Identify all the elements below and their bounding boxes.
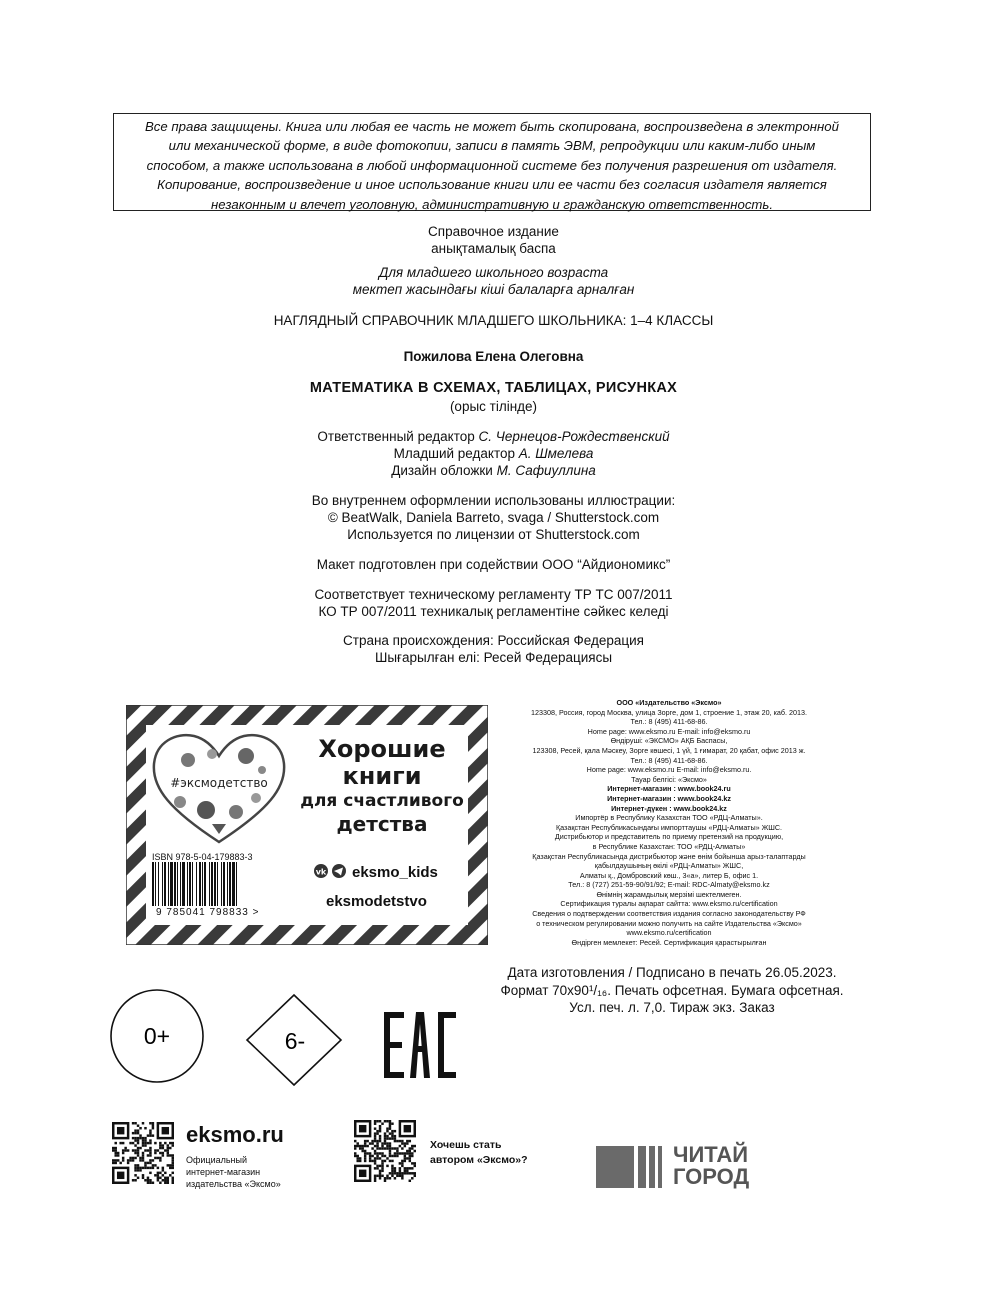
publisher-line: Интернет-магазин : www.book24.kz: [607, 793, 731, 803]
regulation-line: Соответствует техническому регламенту ТР ТС 007/2011: [314, 587, 673, 602]
audience-kz: мектеп жасындағы кіші балаларға арналған: [352, 282, 635, 297]
author-call: [430, 1138, 528, 1168]
rights-line: Копирование, воспроизведение и иное использование книги или ее части без согласия издателя является: [157, 177, 827, 193]
rights-line: или механической форме, в виде фотокопии, записи в память ЭВМ, репродукции или каким-либо иным: [168, 138, 816, 154]
chitai-gorod-logo: [673, 1144, 749, 1188]
print-line: Дата изготовления / Подписано в печать 26.05.2023.: [507, 965, 837, 980]
isbn-label: ISBN 978-5-04-179883-3: [152, 852, 253, 862]
rights-line: способом, а также использована в любой информационной системе без получения разрешения от издателя.: [146, 157, 838, 173]
origin-line: Страна происхождения: Российская Федерация: [343, 633, 644, 648]
author-name: Пожилова Елена Олеговна: [403, 349, 584, 364]
publisher-line: Қазақстан Республикасында дистрибьютор және өнім бойынша арыз-талаптарды: [532, 851, 806, 861]
publisher-line: Интернет-дүкен : www.book24.kz: [611, 803, 727, 813]
social-link[interactable]: [314, 864, 438, 881]
publisher-line: Өндіруші: «ЭКСМО» АҚБ Баспасы,: [610, 736, 728, 746]
eac-mark: [380, 1010, 460, 1080]
publisher-line: в Республике Казахстан: ТОО «РДЦ-Алматы»: [592, 841, 746, 851]
chitai-logo-line: ГОРОД: [673, 1164, 750, 1189]
isbn-barcode: [150, 862, 292, 908]
slogan-line: для счастливого: [300, 791, 464, 811]
slogan-line: Хорошие: [318, 735, 446, 763]
publisher-line: Сведения о подтверждении соответствия издания согласно законодательству РФ: [532, 909, 806, 919]
slogan-line: книги: [342, 762, 422, 790]
publisher-line: www.eksmo.ru/certification: [626, 928, 712, 938]
chitai-gorod-book-icon: [596, 1146, 668, 1188]
edition-type-ru: Справочное издание: [428, 224, 559, 239]
print-line: Формат 70x90¹/₁₆. Печать офсетная. Бумага офсетная.: [500, 982, 844, 998]
print-line: Усл. печ. л. 7,0. Тираж экз. Заказ: [569, 1000, 775, 1015]
heart-tag: #эксмодетство: [170, 776, 268, 790]
credit-name: М. Сафиуллина: [496, 463, 596, 478]
book-title: МАТЕМАТИКА В СХЕМАХ, ТАБЛИЦАХ, РИСУНКАХ: [309, 380, 678, 396]
print-info: [472, 964, 872, 1017]
publisher-line: Сертификация туралы ақпарат сайтта: www.eksmo.ru/certification: [560, 899, 778, 909]
publisher-line: Дистрибьютор и представитель по приему претензий на продукцию,: [554, 832, 784, 842]
publisher-info: [510, 698, 828, 947]
promo-slogan: [292, 736, 472, 836]
publisher-line: Тел.: 8 (495) 411-68-86.: [630, 755, 708, 765]
author-qr-code[interactable]: [354, 1120, 416, 1182]
author-call-line: Хочешь стать: [430, 1139, 502, 1151]
publisher-line: Home page: www.eksmo.ru E-mail: info@eksmo.ru.: [586, 765, 752, 775]
slogan-line: детства: [336, 812, 428, 836]
age-rating-mark: [108, 987, 206, 1085]
publisher-line: Тел.: 8 (727) 251-59-90/91/92; E-mail: RDC-Almaty@eksmo.kz: [568, 880, 770, 890]
publisher-line: Тауар белгісі: «Эксмо»: [631, 774, 707, 784]
publisher-line: Home page: www.eksmo.ru E-mail: info@eksmo.ru: [587, 726, 751, 736]
series-title: НАГЛЯДНЫЙ СПРАВОЧНИК МЛАДШЕГО ШКОЛЬНИКА: 1–4 КЛАССЫ: [273, 313, 714, 328]
illustrations-line: Во внутреннем оформлении использованы иллюстрации:: [311, 493, 676, 508]
language-note: (орыс тілінде): [449, 399, 538, 414]
publisher-line: Алматы қ., Домбровский көш., 3«а», литер Б, офис 1.: [579, 870, 759, 880]
publisher-line: Тел.: 8 (495) 411-68-86.: [630, 717, 708, 727]
origin-line: Шығарылған елі: Ресей Федерациясы: [374, 650, 613, 665]
publisher-line: Өндірген мемлекет: Ресей. Сертификация қарастырылған: [571, 937, 767, 947]
barcode-number: 9 785041 798833 >: [156, 907, 260, 918]
author-call-line: автором «Эксмо»?: [430, 1154, 528, 1166]
chitai-logo-line: ЧИТАЙ: [673, 1142, 749, 1167]
regulation-line: КО ТР 007/2011 техникалық регламентіне сәйкес келеді: [318, 604, 669, 619]
audience-ru: Для младшего школьного возраста: [378, 265, 609, 280]
rights-line: Все права защищены. Книга или любая ее часть не может быть скопирована, воспроизведена в электронной: [145, 119, 839, 134]
publisher-line: 123308, Россия, город Москва, улица Зорге, дом 1, строение 1, этаж 20, каб. 2013.: [531, 707, 807, 717]
credit-name: С. Чернецов-Рождественский: [478, 429, 670, 444]
eksmo-qr-code[interactable]: [112, 1122, 174, 1184]
social-handle: eksmo_kids: [352, 864, 438, 881]
illustrations-note: [0, 492, 987, 543]
credit-role: Младший редактор: [393, 446, 519, 461]
illustrations-line: © BeatWalk, Daniela Barreto, svaga / Shutterstock.com: [327, 510, 660, 525]
publisher-line: Өнімнің жарамдылық мерзімі шектелмеген.: [596, 889, 742, 899]
credit-line: [0, 428, 987, 445]
rights-line: незаконным и влечет уголовную, административную и гражданскую ответственность.: [210, 196, 774, 212]
edition-type-kz: анықтамалық баспа: [431, 241, 556, 256]
age-diamond-mark: [245, 993, 343, 1087]
publisher-line: қабылдаушының өкілі «РДЦ-Алматы» ЖШС,: [594, 861, 744, 871]
illustrations-line: Используется по лицензии от Shutterstock.com: [347, 527, 640, 542]
eksmo-site[interactable]: eksmo.ru: [186, 1122, 284, 1147]
publisher-line: 123308, Ресей, қала Мәскеу, Зорге көшесі, 1 үй, 1 ғимарат, 20 қабат, офис 2013 ж.: [532, 745, 806, 755]
audience: [0, 264, 987, 298]
rights-notice-box: [113, 113, 871, 211]
credit-line: [0, 462, 987, 479]
eksmo-caption-line: интернет-магазин: [186, 1167, 261, 1177]
credits: [0, 428, 987, 479]
publisher-line: ООО «Издательство «Эксмо»: [616, 698, 722, 707]
eksmo-caption-line: издательства «Эксмо»: [186, 1179, 281, 1189]
origin: [0, 632, 987, 666]
regulation: [0, 586, 987, 620]
credit-line: [0, 445, 987, 462]
eksmo-caption-line: Официальный: [186, 1155, 248, 1165]
svg-text:vk: vk: [315, 867, 327, 877]
publisher-line: Импортёр в Республику Казахстан ТОО «РДЦ-Алматы».: [575, 813, 763, 823]
publisher-line: о техническом регулировании можно получить на сайте Издательства «Эксмо»: [536, 918, 802, 928]
age-rating: 0+: [143, 1023, 171, 1049]
age-diamond: 6-: [284, 1028, 306, 1054]
edition-type: [0, 223, 987, 257]
publisher-line: Қазақстан Республикасындағы импорттаушы «РДЦ-Алматы» ЖШС.: [555, 822, 783, 832]
credit-role: Дизайн обложки: [391, 463, 497, 478]
layout-note: Макет подготовлен при содействии ООО “Айдиономикс”: [316, 557, 671, 572]
promo-site[interactable]: eksmodetstvo: [326, 893, 427, 910]
social-icons: [314, 864, 348, 878]
heart-emblem: [150, 730, 288, 848]
eksmo-caption: [186, 1154, 281, 1190]
credit-name: А. Шмелева: [518, 446, 594, 461]
publisher-line: Интернет-магазин : www.book24.ru: [607, 784, 731, 794]
credit-role: Ответственный редактор: [317, 429, 479, 444]
